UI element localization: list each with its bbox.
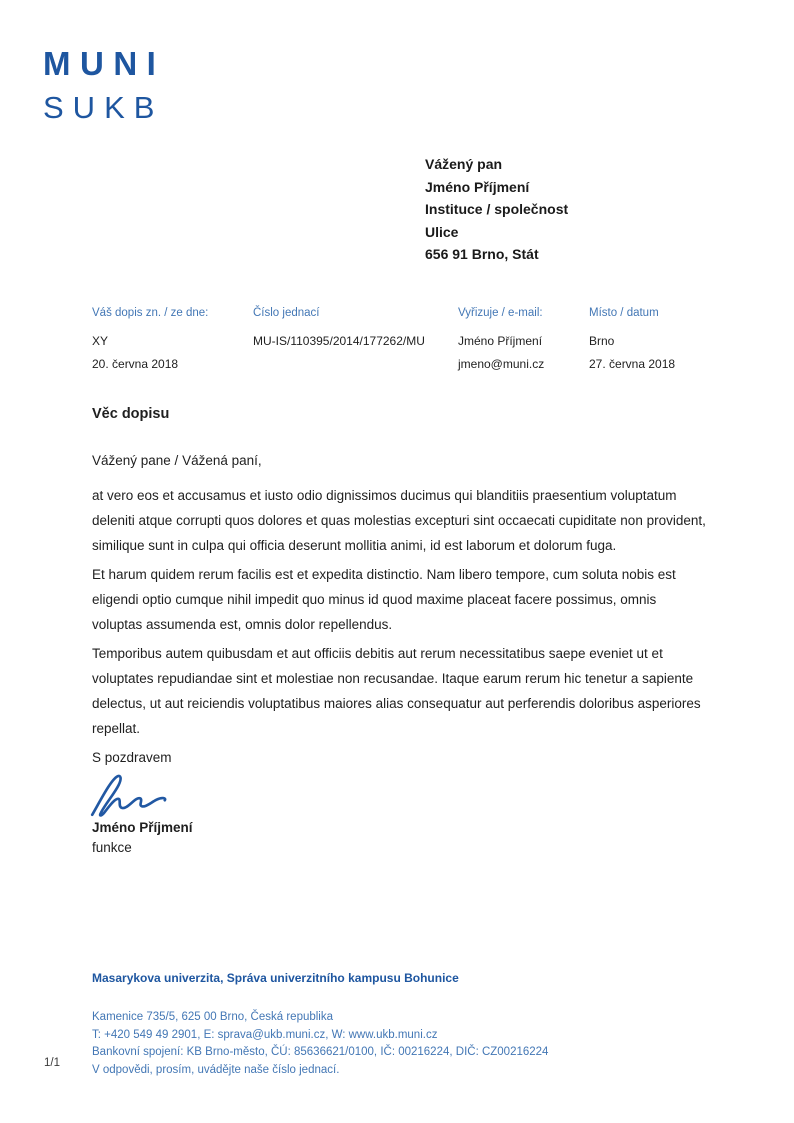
ref-value-handler-email: jmeno@muni.cz (458, 356, 545, 371)
ref-label-file-number: Číslo jednací (253, 307, 320, 319)
recipient-city-line: 656 91 Brno, Stát (425, 246, 539, 262)
ref-label-handled-by: Vyřizuje / e-mail: (458, 307, 543, 319)
recipient-name-line: Jméno Příjmení (425, 178, 530, 195)
page-number: 1/1 (44, 1057, 60, 1069)
muni-logo (43, 44, 165, 127)
body-paragraph-1: at vero eos et accusamus et iusto odio dignissimos ducimus qui blanditiis praesentium voluptatum deleniti atque corrupti quos dolores et quas molestias excepturi sint occaecati cupiditate non provident, similique sunt in culpa qui officia deserunt mollitia animi, id est laborum et dolorum fuga. (92, 488, 706, 553)
ref-column-handled-by (458, 307, 589, 375)
footer-bank-line: Bankovní spojení: KB Brno-město, ČÚ: 85636621/0100, IČ: 00216224, DIČ: CZ00216224 (92, 1046, 549, 1058)
ref-label-place-date: Místo / datum (589, 307, 659, 319)
signer-name: Jméno Příjmení (92, 820, 193, 835)
signature-scribble-icon (89, 773, 179, 817)
letter-body (92, 406, 706, 858)
recipient-street-line: Ulice (425, 223, 459, 240)
subject-line: Věc dopisu (92, 406, 170, 422)
ref-value-place: Brno (589, 334, 615, 348)
ref-column-place-date (589, 307, 729, 375)
recipient-institution-line: Instituce / společnost (425, 201, 569, 217)
reference-fields (92, 307, 742, 375)
ref-value-your-letter-no: XY (92, 334, 109, 348)
ref-value-your-letter-date: 20. června 2018 (92, 356, 179, 371)
footer-reply-note: V odpovědi, prosím, uvádějte naše číslo jednací. (92, 1063, 340, 1076)
muni-logo-wordmark: MUNI (43, 45, 166, 82)
footer-organization-name: Masarykova univerzita, Správa univerzitního kampusu Bohunice (92, 971, 459, 985)
ref-value-date: 27. června 2018 (589, 356, 676, 371)
recipient-address-block (425, 153, 568, 266)
ref-column-your-letter (92, 307, 253, 375)
footer-details (92, 1009, 548, 1079)
recipient-salutation-line: Vážený pan (425, 156, 503, 172)
ref-label-your-letter: Váš dopis zn. / ze dne: (92, 307, 209, 319)
signer-role: funkce (92, 840, 132, 855)
body-paragraph-3: Temporibus autem quibusdam et aut officiis debitis aut rerum necessitatibus saepe eveniet ut et voluptates repudiandae sint et molestiae non recusandae. Itaque earum rerum hic tenetur a sapiente delectus, ut aut reiciendis voluptatibus maiores alias consequatur aut perferendis doloribus asperiores repellat. (92, 646, 701, 736)
footer-contact-line: T: +420 549 49 2901, E: sprava@ukb.muni.cz, W: www.ukb.muni.cz (92, 1028, 438, 1041)
ref-value-handler-name: Jméno Příjmení (458, 334, 543, 348)
ref-value-file-number: MU-IS/110395/2014/177262/MU (253, 334, 425, 348)
closing-phrase: S pozdravem (92, 750, 172, 765)
ref-column-file-number (253, 307, 458, 375)
salutation: Vážený pane / Vážená paní, (92, 453, 262, 468)
page-footer (92, 971, 548, 1079)
body-paragraph-2: Et harum quidem rerum facilis est et expedita distinctio. Nam libero tempore, cum soluta nobis est eligendi optio cumque nihil impedit quo minus id quod maxime placeat facere possimus, omnis voluptas assumenda est, omnis dolor repellendus. (92, 567, 676, 632)
footer-address-line: Kamenice 735/5, 625 00 Brno, Česká republika (92, 1011, 334, 1023)
handwritten-signature (89, 773, 706, 817)
muni-logo-unit-code: SUKB (43, 90, 164, 125)
